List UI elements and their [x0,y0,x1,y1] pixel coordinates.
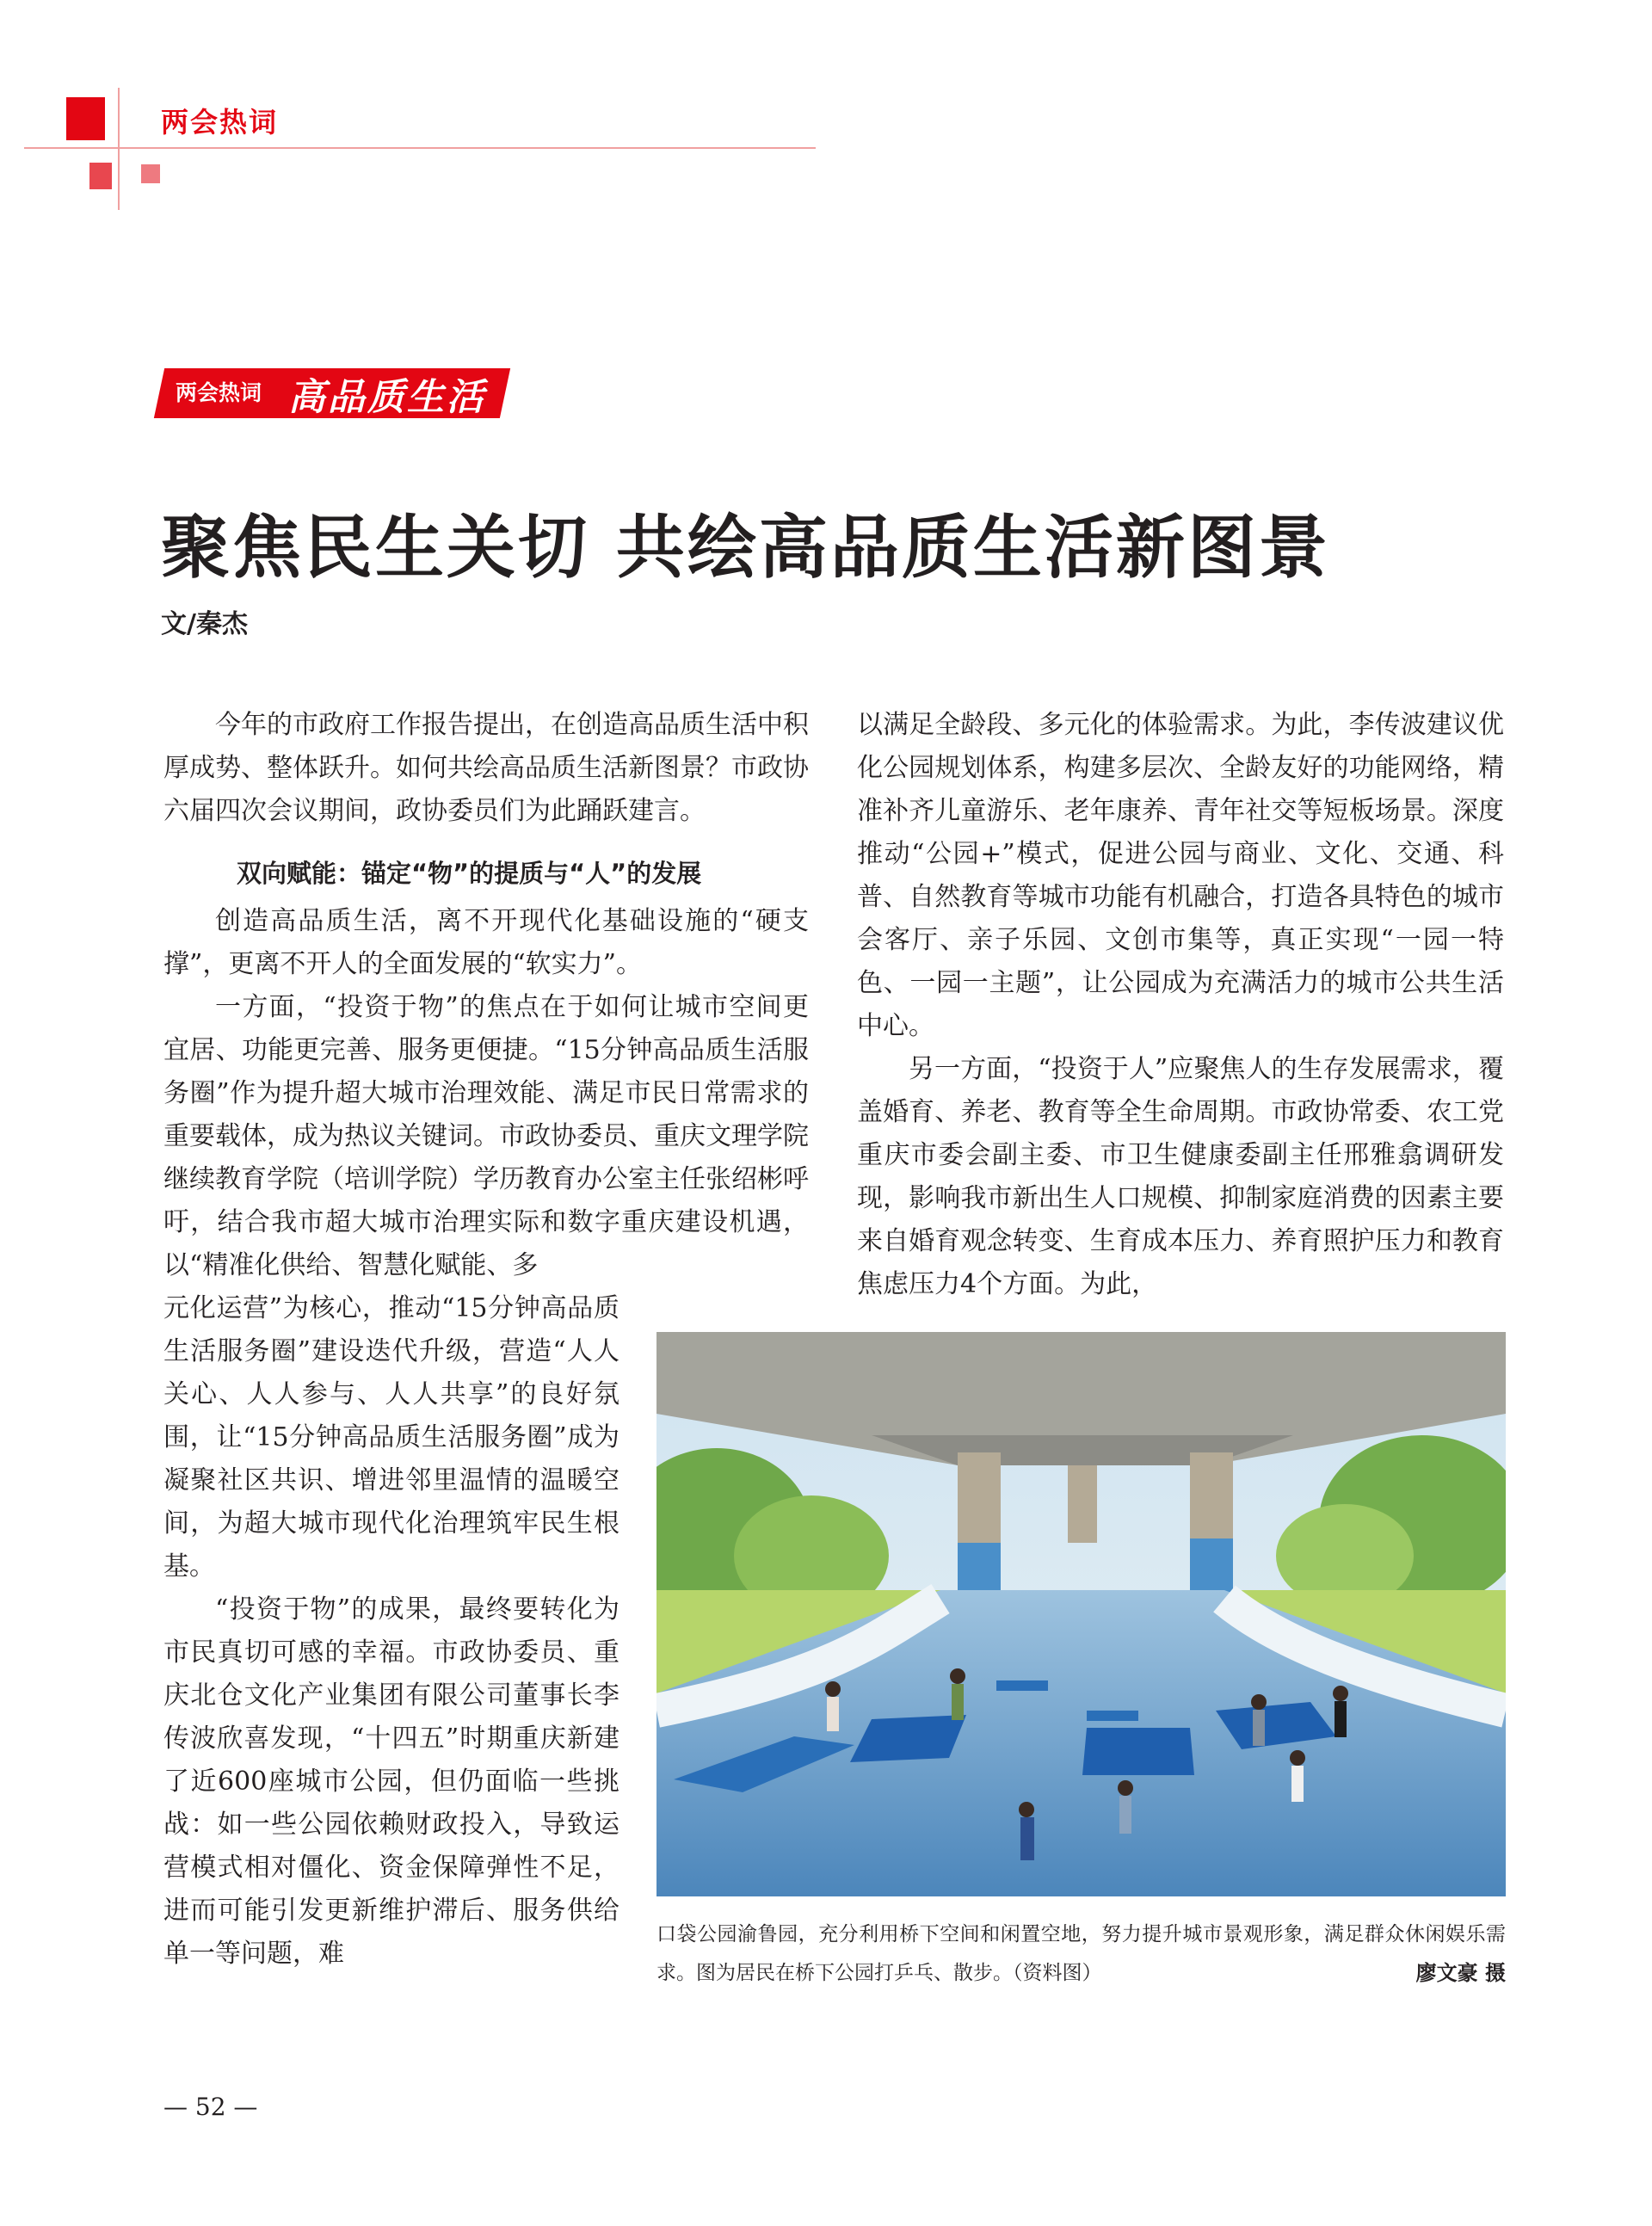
body-paragraph: 创造高品质生活，离不开现代化基础设施的“硬支撑”，更离不开人的全面发展的“软实力”。 [163,906,809,979]
caption-text: 口袋公园渝鲁园，充分利用桥下空间和闲置空地，努力提升城市景观形象，满足群众休闲娱乐需求。图为居民在桥下公园打乒乓、散步。（资料图） [656,1923,1506,1984]
photo-caption [656,1915,1506,1993]
body-paragraph-continued: 元化运营”为核心，推动“15分钟高品质生活服务圈”建设迭代升级，营造“人人关心、人人参与、人人共享”的良好氛围，让“15分钟高品质生活服务圈”成为凝聚社区共识、增进邻里温情的温暖空间，为超大城市现代化治理筑牢民生根基。 [163,1293,620,1582]
article-photo [656,1332,1506,1896]
section-tag: 两会热词 [161,106,279,139]
header-ornament-square [89,163,112,189]
article-headline: 聚焦民生关切 共绘高品质生活新图景 [161,508,1330,588]
right-column [857,704,1504,1306]
kicker-label: 两会热词 [176,380,262,405]
body-paragraph: “投资于物”的成果，最终要转化为市民真切可感的幸福。市政协委员、重庆北仓文化产业集团有限公司董事长李传波欣喜发现，“十四五”时期重庆新建了近600座城市公园，但仍面临一些挑战：如一些公园依赖财政投入，导致运营模式相对僵化、资金保障弹性不足，进而可能引发更新维护滞后、服务供给单一等问题，难 [163,1594,620,1969]
header-rule-vertical [118,88,120,210]
body-paragraph: 另一方面，“投资于人”应聚焦人的生存发展需求，覆盖婚育、养老、教育等全生命周期。市政协常委、农工党重庆市委会副主委、市卫生健康委副主任邢雅翕调研发现，影响我市新出生人口规模、抑制家庭消费的因素主要来自婚育观念转变、生育成本压力、养育照护压力和教育焦虑压力4个方面。为此， [857,1054,1504,1299]
kicker-topic: 高品质生活 [288,376,486,419]
header-ornament-square [141,164,160,183]
photo-credit: 廖文豪 摄 [1415,1961,1506,1985]
header-ornament-square [66,97,105,140]
page-number: — 52 — [163,2093,258,2121]
header-rule [24,147,816,149]
park-under-bridge-illustration [656,1332,1506,1896]
body-paragraph-continued: 以满足全龄段、多元化的体验需求。为此，李传波建议优化公园规划体系，构建多层次、全龄友好的功能网络，精准补齐儿童游乐、老年康养、青年社交等短板场景。深度推动“公园+”模式，促进公园与商业、文化、交通、科普、自然教育等城市功能有机融合，打造各具特色的城市会客厅、亲子乐园、文创市集等，真正实现“一园一特色、一园一主题”，让公园成为充满活力的城市公共生活中心。 [857,710,1504,1041]
byline: 文/秦杰 [161,609,248,639]
section-subheading: 双向赋能：锚定“物”的提质与“人”的发展 [237,859,702,888]
body-paragraph: 一方面，“投资于物”的焦点在于如何让城市空间更宜居、功能更完善、服务更便捷。“15分钟高品质生活服务圈”作为提升超大城市治理效能、满足市民日常需求的重要载体，成为热议关键词。市政协委员、重庆文理学院继续教育学院（培训学院）学历教育办公室主任张绍彬呼吁，结合我市超大城市治理实际和数字重庆建设机遇，以“精准化供给、智慧化赋能、多 [163,992,809,1280]
intro-paragraph: 今年的市政府工作报告提出，在创造高品质生活中积厚成势、整体跃升。如何共绘高品质生活新图景？市政协六届四次会议期间，政协委员们为此踊跃建言。 [163,710,809,826]
